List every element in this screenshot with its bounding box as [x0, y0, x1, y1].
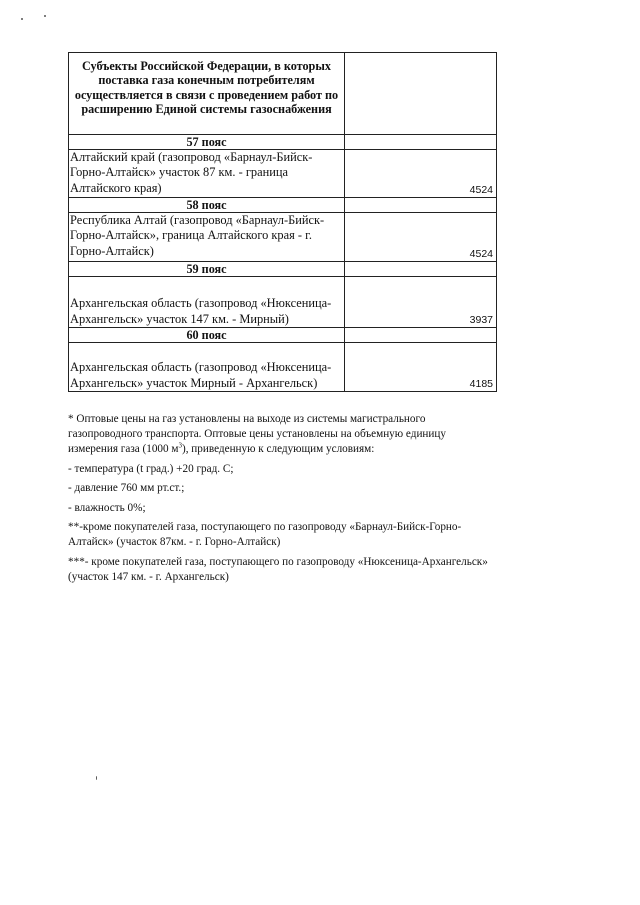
zone-row	[69, 328, 497, 343]
scan-speck	[21, 18, 23, 20]
table-header: Субъекты Российской Федерации, в которых поставка газа конечным потребителям осуществляется в связи с проведением работ по расширению Единой системы газоснабжения	[69, 53, 345, 135]
zone-label: 60 пояс	[69, 328, 345, 343]
gas-price-table	[68, 52, 497, 392]
zone-value-cell	[345, 198, 497, 213]
condition-pressure: - давление 760 мм рт.ст.;	[68, 482, 185, 494]
scan-speck	[96, 776, 97, 780]
zone-value-cell	[345, 328, 497, 343]
region-description: Республика Алтай (газопровод «Барнаул-Бийск-Горно-Алтайск», граница Алтайского края - г. Горно-Алтайск)	[69, 213, 345, 262]
price-value: 4185	[345, 343, 497, 392]
zone-row	[69, 198, 497, 213]
scan-speck	[44, 15, 46, 17]
table-row	[69, 150, 497, 198]
footnotes	[68, 412, 498, 589]
zone-label: 58 пояс	[69, 198, 345, 213]
region-description: Алтайский край (газопровод «Барнаул-Бийск-Горно-Алтайск» участок 87 км. - граница Алтайского края)	[69, 150, 345, 198]
table-row	[69, 343, 497, 392]
superscript-three: 3	[178, 441, 182, 450]
table-row	[69, 213, 497, 262]
price-value: 4524	[345, 213, 497, 262]
price-value: 3937	[345, 277, 497, 328]
zone-label: 59 пояс	[69, 262, 345, 277]
footnote-main	[68, 412, 498, 457]
footnote-main-text-end: ), приведенную к следующим условиям:	[181, 443, 375, 455]
zone-value-cell	[345, 135, 497, 150]
header-value-cell	[345, 53, 497, 135]
price-value: 4524	[345, 150, 497, 198]
region-description: Архангельская область (газопровод «Нюксеница-Архангельск» участок 147 км. - Мирный)	[69, 277, 345, 328]
zone-row	[69, 262, 497, 277]
condition-humidity: - влажность 0%;	[68, 501, 146, 514]
condition-temperature: - температура (t град.) +20 град. С;	[68, 462, 234, 475]
zone-row	[69, 135, 497, 150]
footnote-main-text: * Оптовые цены на газ установлены на выходе из системы магистрального газопроводного транспорта. Оптовые цены установлены на объемную единицу измерения газа (1000 м	[68, 413, 446, 455]
region-description: Архангельская область (газопровод «Нюксеница-Архангельск» участок Мирный - Архангельск)	[69, 343, 345, 392]
table-header-row	[69, 53, 497, 135]
zone-value-cell	[345, 262, 497, 277]
table-row	[69, 277, 497, 328]
footnote-triple-asterisk: ***- кроме покупателей газа, поступающего по газопроводу «Нюксеница-Архангельск» (участок 147 км. - г. Архангельск)	[68, 555, 488, 583]
zone-label: 57 пояс	[69, 135, 345, 150]
footnote-double-asterisk: **-кроме покупателей газа, поступающего по газопроводу «Барнаул-Бийск-Горно-Алтайск» (участок 87км. - г. Горно-Алтайск)	[68, 521, 462, 548]
